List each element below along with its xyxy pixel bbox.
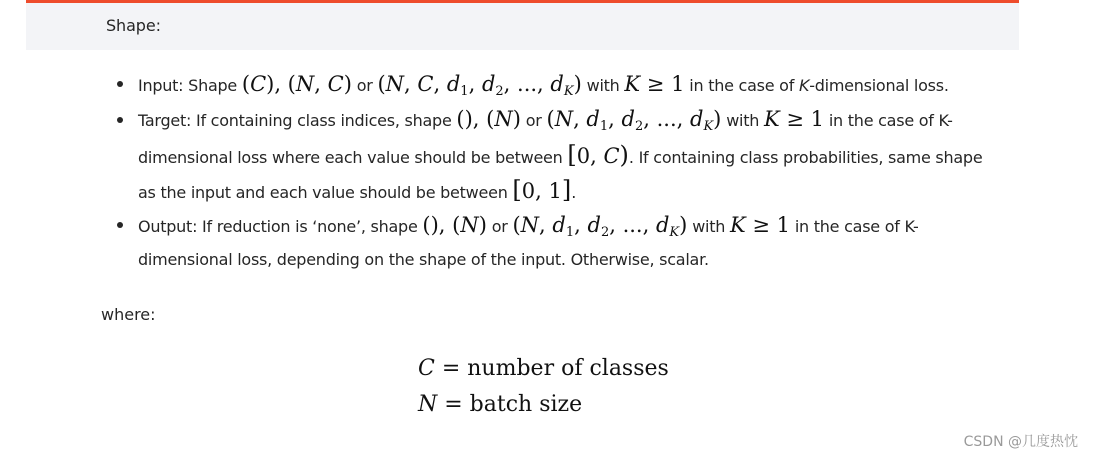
- input-line: Input: Shape (C), (N, C) or (N, C, $d_1$, $d_2$, ..., $d_K$) with K ≥ 1 in the case of K-dimensional loss.: [138, 72, 949, 99]
- target-line-2: dimensional loss where each value should be between [0, C). If containing class probabilities, same shape: [138, 141, 983, 169]
- shape-header-bar: [26, 3, 1019, 50]
- equation-c: C = number of classes: [418, 356, 669, 381]
- where-label: where:: [101, 305, 156, 324]
- target-line-3: as the input and each value should be between [0, 1].: [138, 176, 577, 204]
- section-title: Shape:: [106, 16, 161, 35]
- bullet-dot: [117, 222, 123, 228]
- output-line-1: Output: If reduction is ‘none’, shape (), (N) or (N, $d_1$, $d_2$, ..., $d_K$) with K ≥ 1 in the case of K-: [138, 213, 919, 240]
- equation-n: N = batch size: [418, 392, 583, 417]
- definition-n: batch size: [469, 392, 583, 417]
- watermark: CSDN @几度热忱: [963, 434, 1078, 450]
- output-line-2: dimensional loss, depending on the shape of the input. Otherwise, scalar.: [138, 250, 709, 269]
- definition-c: number of classes: [467, 356, 669, 381]
- bullet-dot: [117, 117, 123, 123]
- target-line-1: Target: If containing class indices, shape (), (N) or (N, $d_1$, $d_2$, ..., $d_K$) with K ≥ 1 in the case of K-: [138, 107, 953, 134]
- bullet-dot: [117, 81, 123, 87]
